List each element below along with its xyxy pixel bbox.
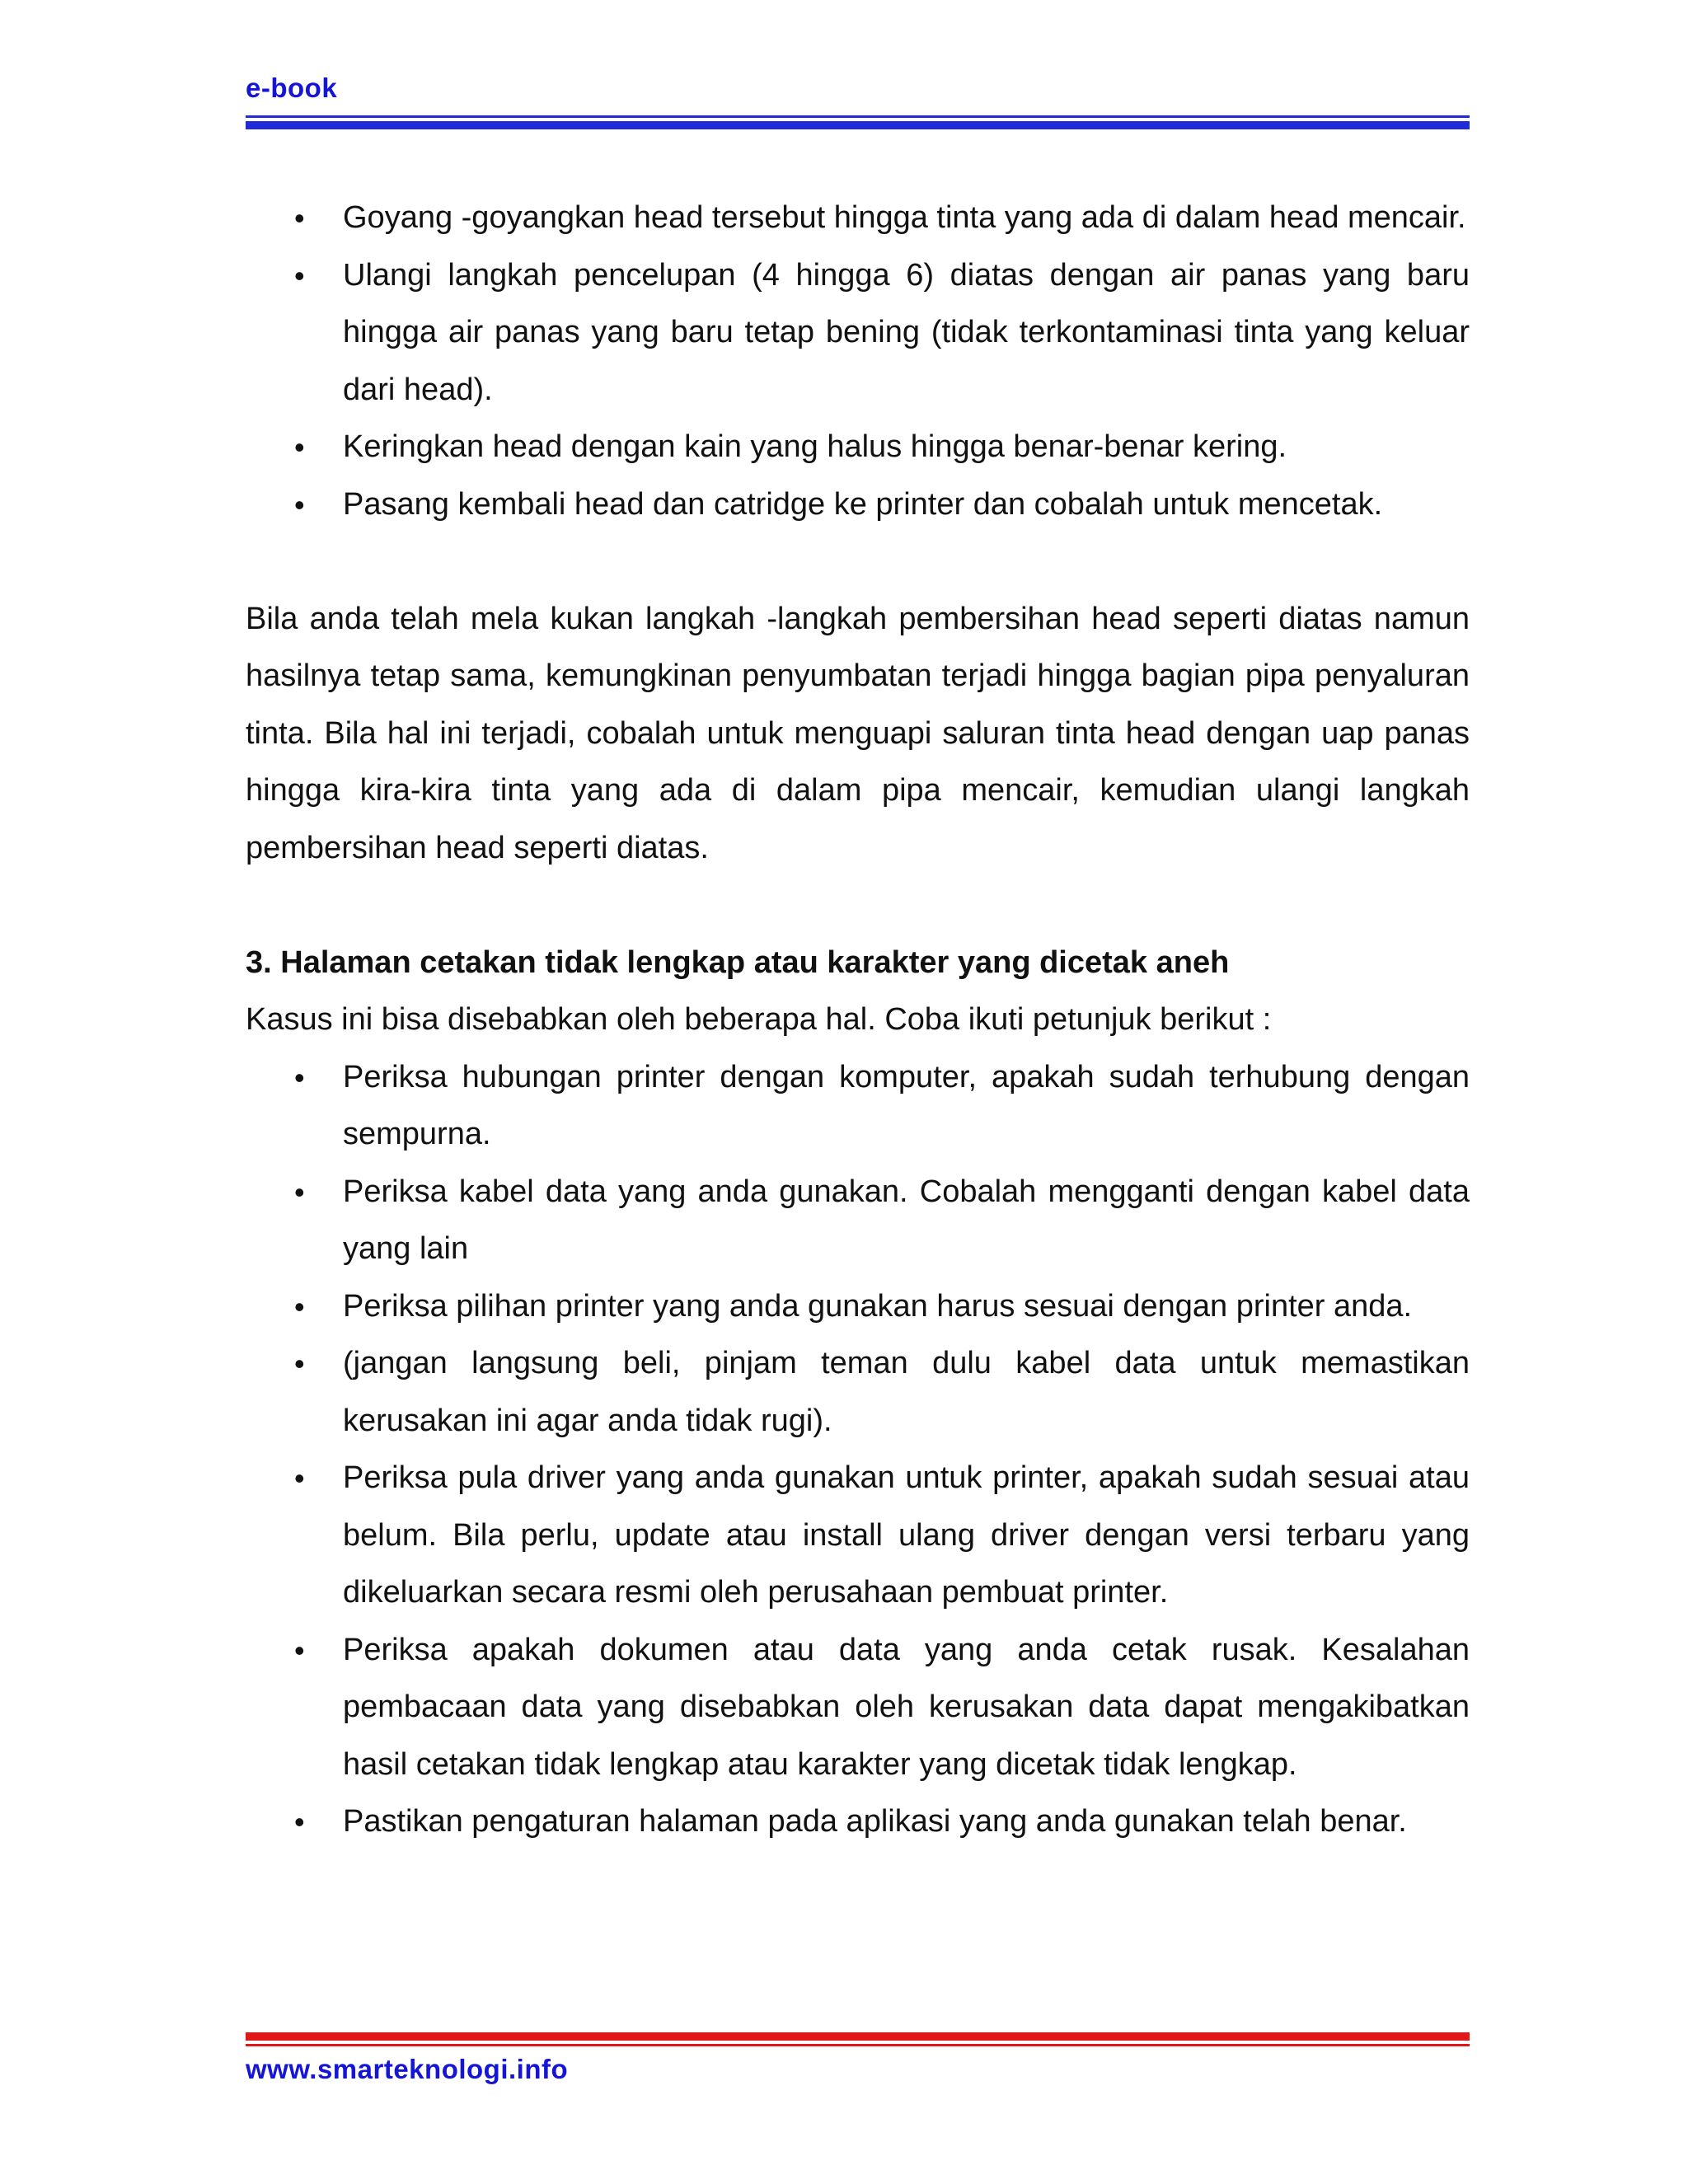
list-item-text: Periksa kabel data yang anda gunakan. Cobalah mengganti dengan kabel data yang lain [343,1174,1470,1266]
list-item [246,1049,1470,1164]
page-content [246,190,1470,1851]
bullet-icon: • [294,487,305,522]
list-item-text: Periksa pula driver yang anda gunakan untuk printer, apakah sudah sesuai atau belum. Bila perlu, update atau install ulang driver dengan versi terbaru yang dikeluarkan secara resmi oleh perusahaan pembuat printer. [343,1460,1470,1610]
list-item-text: Periksa hubungan printer dengan komputer, apakah sudah terhubung dengan sempurna. [343,1059,1470,1151]
list-item [246,476,1470,534]
footer-rule [246,2032,1470,2046]
footer-url: www.smarteknologi.info [246,2054,569,2084]
list-item-text: Ulangi langkah pencelupan (4 hingga 6) diatas dengan air panas yang baru hingga air panas yang baru tetap bening (tidak terkontaminasi tinta yang keluar dari head). [343,257,1470,407]
list-item [246,247,1470,419]
list-item-text: (jangan langsung beli, pinjam teman dulu kabel data untuk memastikan kerusakan ini agar anda tidak rugi). [343,1346,1470,1438]
section-title: 3. Halaman cetakan tidak lengkap atau karakter yang dicetak aneh [246,944,1230,980]
list-item-text: Periksa apakah dokumen atau data yang anda cetak rusak. Kesalahan pembacaan data yang disebabkan oleh kerusakan data dapat mengakibatkan hasil cetakan tidak lengkap atau karakter yang dicetak tidak lengkap. [343,1632,1470,1782]
bullet-list-section-3 [246,1049,1470,1851]
bullet-icon: • [294,1289,305,1324]
list-item-text: Keringkan head dengan kain yang halus hingga benar-benar kering. [343,429,1287,464]
bullet-icon: • [294,430,305,464]
bullet-icon: • [294,201,305,235]
bullet-icon: • [294,258,305,293]
list-item-text: Goyang -goyangkan head tersebut hingga tinta yang ada di dalam head mencair. [343,200,1466,235]
list-item [246,1164,1470,1278]
paragraph: Bila anda telah mela kukan langkah -langkah pembersihan head seperti diatas namun hasilnya tetap sama, kemungkinan penyumbatan terjadi hingga bagian pipa penyaluran tinta. Bila hal ini terjadi, cobalah untuk menguapi saluran tinta head dengan uap panas hingga kira-kira tinta yang ada di dalam pipa mencair, kemudian ulangi langkah pembersihan head seperti diatas. [246,601,1470,865]
bullet-icon: • [294,1347,305,1380]
document-page [246,0,1470,2184]
section-intro: Kasus ini bisa disebabkan oleh beberapa hal. Coba ikuti petunjuk berikut : [246,1002,1272,1037]
list-item-text: Periksa pilihan printer yang anda gunakan harus sesuai dengan printer anda. [343,1288,1413,1324]
bullet-list-top [246,190,1470,533]
list-item-text: Pasang kembali head dan catridge ke printer dan cobalah untuk mencetak. [343,486,1383,522]
bullet-icon: • [294,1461,305,1495]
list-item [246,1278,1470,1336]
list-item [246,1450,1470,1622]
bullet-icon: • [294,1633,305,1667]
bullet-icon: • [294,1805,305,1839]
list-item [246,190,1470,247]
bullet-icon: • [294,1060,305,1094]
list-item [246,1622,1470,1794]
list-item [246,1793,1470,1851]
header-rule [246,115,1470,129]
header-label: e-book [246,73,338,103]
list-item-text: Pastikan pengaturan halaman pada aplikasi yang anda gunakan telah benar. [343,1804,1407,1839]
list-item [246,1335,1470,1450]
list-item [246,419,1470,476]
bullet-icon: • [294,1174,305,1209]
